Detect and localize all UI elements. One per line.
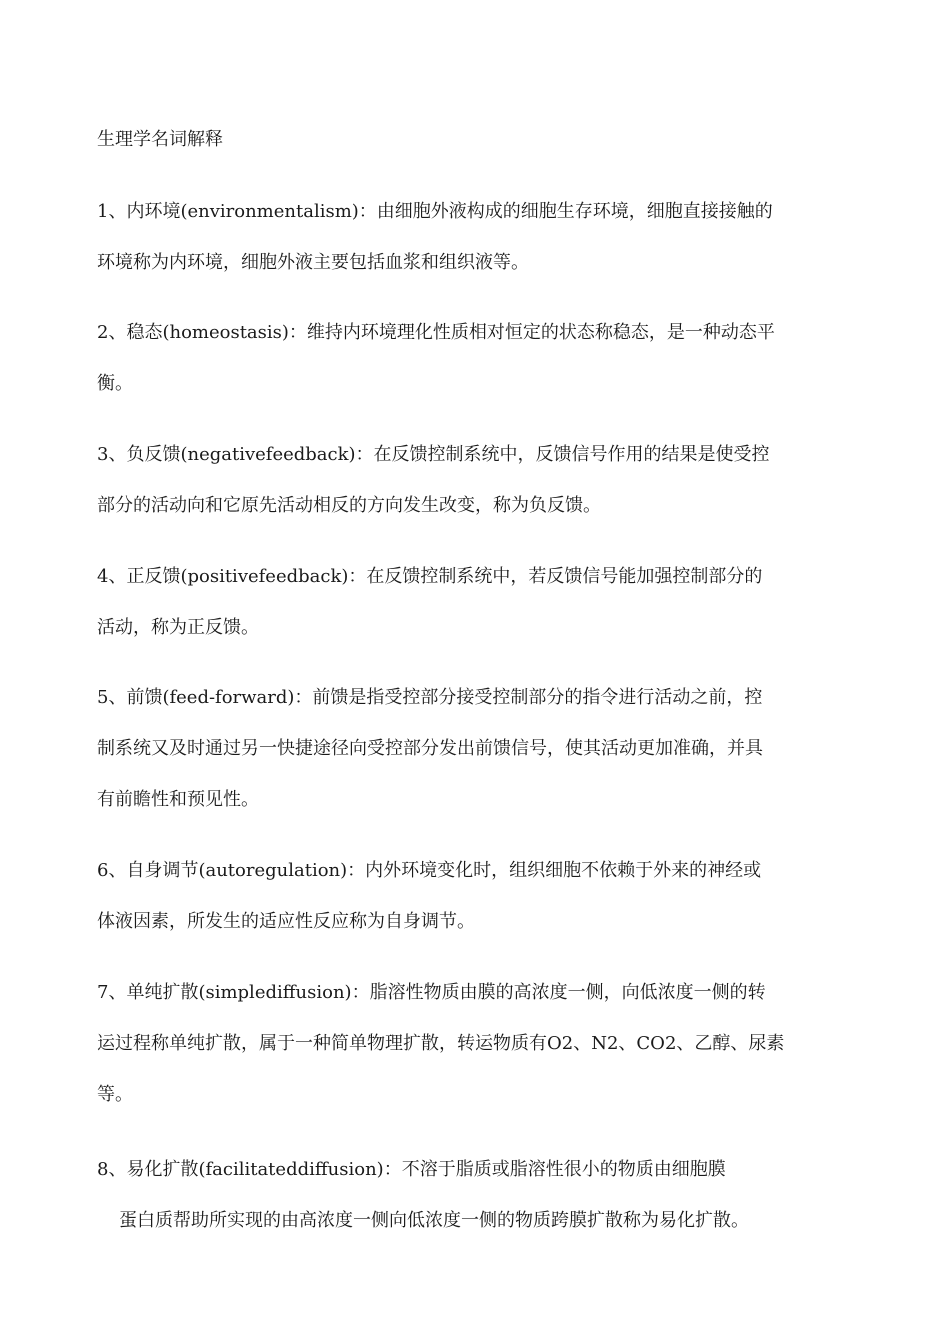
entry-7-line-1: 7、单纯扩散(simplediffusion)：脂溶性物质由膜的高浓度一侧，向低浓度一侧的转 [97,982,766,1003]
term-entry-2 [97,321,857,423]
term-entry-1 [97,200,857,302]
entry-5-line-3: 有前瞻性和预见性。 [97,789,259,810]
entry-6-line-2: 体液因素，所发生的适应性反应称为自身调节。 [97,911,475,932]
entry-1-line-1: 1、内环境(environmentalism)：由细胞外液构成的细胞生存环境，细胞直接接触的 [97,201,773,222]
entry-5-line-2: 制系统又及时通过另一快捷途径向受控部分发出前馈信号，使其活动更加准确，并具 [97,738,763,759]
document-title: 生理学名词解释 [97,129,223,150]
term-entry-6 [97,859,857,961]
entry-5-line-1: 5、前馈(feed-forward)：前馈是指受控部分接受控制部分的指令进行活动之前，控 [97,687,763,708]
entry-4-line-1: 4、正反馈(positivefeedback)：在反馈控制系统中，若反馈信号能加强控制部分的 [97,566,763,587]
term-entry-8 [97,1158,857,1260]
entry-8-line-1: 8、易化扩散(facilitateddiffusion)：不溶于脂质或脂溶性很小的物质由细胞膜 [97,1159,726,1180]
entry-2-line-1: 2、稳态(homeostasis)：维持内环境理化性质相对恒定的状态称稳态，是一种动态平 [97,322,775,343]
entry-2-line-2: 衡。 [97,373,133,394]
entry-7-line-3: 等。 [97,1084,133,1105]
term-entry-7 [97,981,857,1134]
term-entry-3 [97,443,857,545]
term-entry-4 [97,565,857,667]
entry-7-line-2: 运过程称单纯扩散，属于一种简单物理扩散，转运物质有O2、N2、CO2、乙醇、尿素 [97,1033,785,1054]
entry-3-line-1: 3、负反馈(negativefeedback)：在反馈控制系统中，反馈信号作用的结果是使受控 [97,444,770,465]
entry-8-line-2: 蛋白质帮助所实现的由高浓度一侧向低浓度一侧的物质跨膜扩散称为易化扩散。 [119,1210,749,1231]
term-entry-5 [97,686,857,839]
entry-1-line-2: 环境称为内环境，细胞外液主要包括血浆和组织液等。 [97,252,529,273]
entry-6-line-1: 6、自身调节(autoregulation)：内外环境变化时，组织细胞不依赖于外来的神经或 [97,860,762,881]
entry-4-line-2: 活动，称为正反馈。 [97,617,259,638]
entry-3-line-2: 部分的活动向和它原先活动相反的方向发生改变，称为负反馈。 [97,495,601,516]
